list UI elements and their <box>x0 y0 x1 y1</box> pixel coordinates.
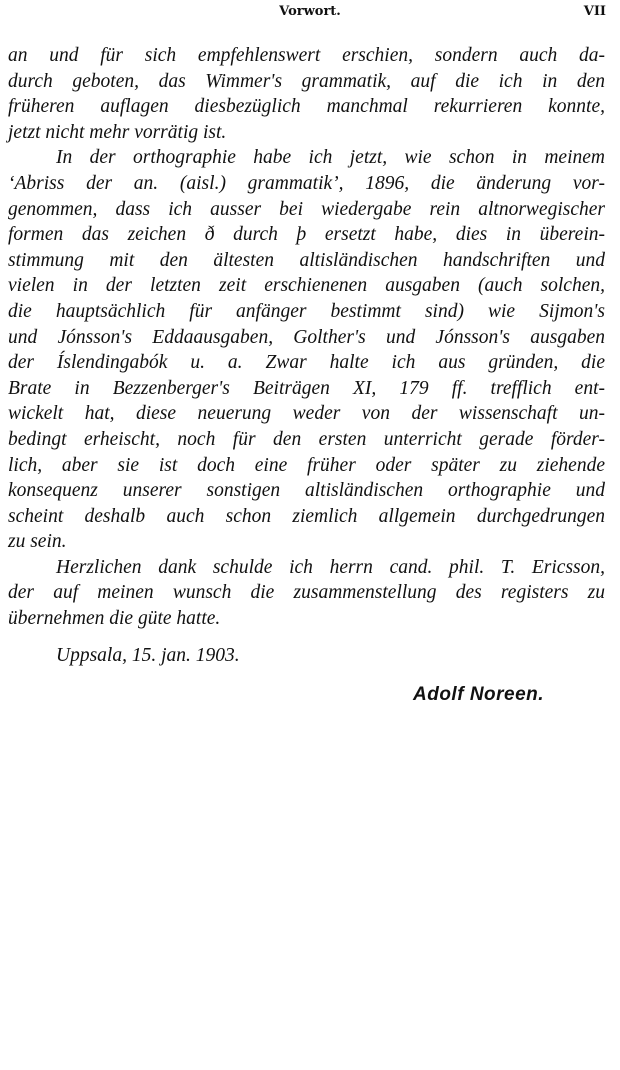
text-line: die hauptsächlich für anfänger bestimmt sind) wie Sijmon's <box>8 300 605 322</box>
text-line: übernehmen die güte hatte. <box>8 608 221 630</box>
text-line: jetzt nicht mehr vorrätig ist. <box>8 121 227 143</box>
text-line: zu sein. <box>8 531 67 553</box>
text-line: Brate in Bezzenberger's Beiträgen XI, 179 ff. trefflich ent- <box>8 377 605 399</box>
text-line: früheren auflagen diesbezüglich manchmal rekurrieren konnte, <box>8 96 605 118</box>
text-line: ‘Abriss der an. (aisl.) grammatik’, 1896, die änderung vor- <box>8 172 605 194</box>
text-line: formen das zeichen ð durch þ ersetzt habe, dies in überein- <box>8 224 605 246</box>
text-line: der Íslendingabók u. a. Zwar halte ich aus gründen, die <box>8 352 605 374</box>
text-line: In der orthographie habe ich jetzt, wie schon in meinem <box>56 147 605 169</box>
text-line: an und für sich empfehlenswert erschien, sondern auch da- <box>8 45 605 66</box>
text-line: stimmung mit den ältesten altisländischen handschriften und <box>8 249 605 271</box>
text-line: lich, aber sie ist doch eine früher oder später zu ziehende <box>8 454 605 476</box>
text-line: der auf meinen wunsch die zusammenstellung des registers zu <box>8 582 605 604</box>
running-header-title: Vorwort. <box>279 4 341 19</box>
page-number: VII <box>583 4 606 19</box>
author-signature: Adolf Noreen. <box>413 684 545 705</box>
place-date: Uppsala, 15. jan. 1903. <box>56 645 240 666</box>
text-line: konsequenz unserer sonstigen altisländischen orthographie und <box>8 480 605 502</box>
text-line: durch geboten, das Wimmer's grammatik, auf die ich in den <box>8 70 605 92</box>
preface-body <box>8 43 605 632</box>
text-line: scheint deshalb auch schon ziemlich allgemein durchgedrungen <box>8 505 605 527</box>
text-line: wickelt hat, diese neuerung weder von der wissenschaft un- <box>8 403 605 425</box>
text-line: vielen in der letzten zeit erschienenen ausgaben (auch solchen, <box>8 275 605 297</box>
text-line: Herzlichen dank schulde ich herrn cand. phil. T. Ericsson, <box>56 556 605 578</box>
text-line: genommen, dass ich ausser bei wiedergabe rein altnorwegischer <box>8 198 605 220</box>
text-line: und Jónsson's Eddaausgaben, Golther's und Jónsson's ausgaben <box>8 326 605 348</box>
text-line: bedingt erheischt, noch für den ersten unterricht gerade förder- <box>8 428 605 450</box>
